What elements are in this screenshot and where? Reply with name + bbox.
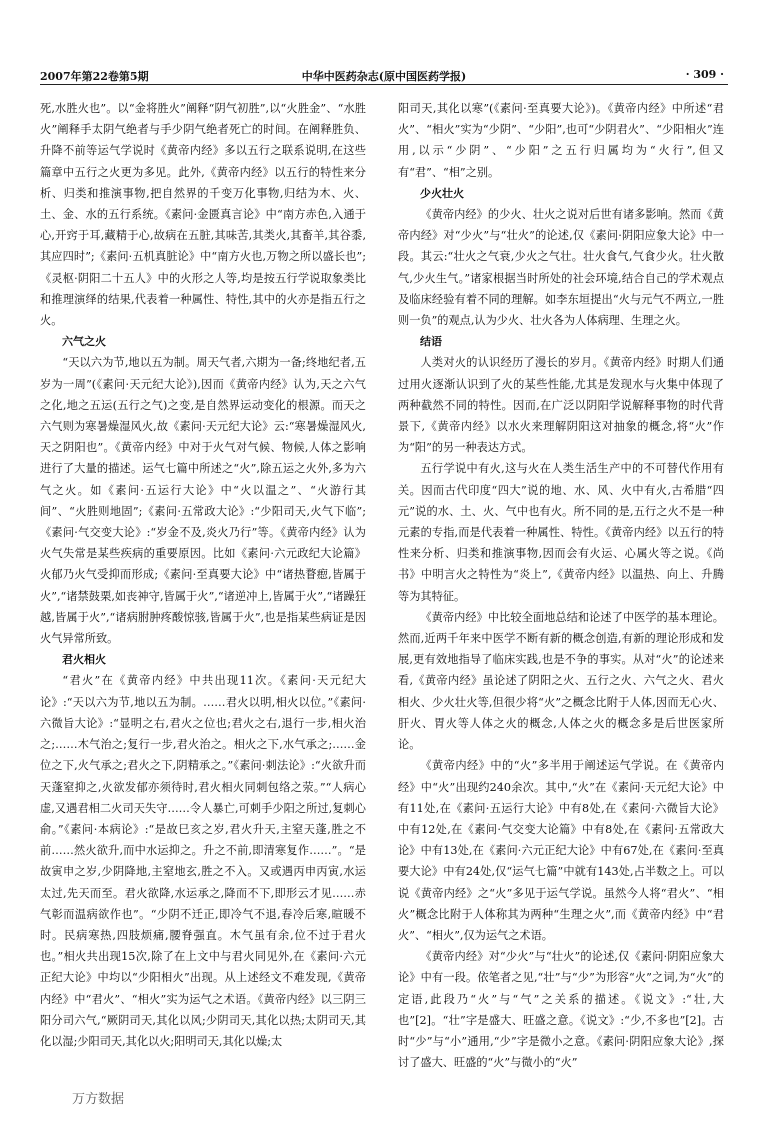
paragraph: 《黄帝内经》对“少火”与“壮火”的论述,仅《素问·阴阳应象大论》中有一段。依笔者之见,“壮”与“少”为形容“火”之词,为“火”的定语,此段乃“火”与“气”之关系的描述。《说文》:“壮,大也”[2]。“壮”字是盛大、旺盛之意。《说文》:“少,不多也”[2]。古时“少”与“小”通用,“少”字是微小之意。《素问·阴阳应象大论》,探讨了盛大、旺盛的“火”与微小的“火” — [398, 950, 724, 1070]
paragraph: 五行学说中有火,这与火在人类生活生产中的不可替代作用有关。因而古代印度“四大”说的地、水、风、火中有火,古希腊“四元”说的水、土、火、气中也有火。所不同的是,五行之火不是一种元素的专指,而是代表着一种属性、特性。《黄帝内经》以五行的特性来分析、归类和推演事物,因而会有火运、心属火等之说。《尚书》中明言火之特性为“炎上”,《黄帝内经》以温热、向上、升腾等为其特征。 — [398, 462, 724, 603]
section-heading: 结语 — [420, 335, 442, 349]
paragraph: “君火”在《黄帝内经》中共出现11次。《素问·天元纪大论》:“天以六为节,地以五为制。……君火以明,相火以位。”《素问·六微旨大论》:“显明之右,君火之位也;君火之右,退行一步,相火治之;……木气治之;复行一步,君火治之。相火之下,水气承之;……金位之下,火气承之;君火之下,阴精承之。”《素问·刺法论》:“火欲升而天蓬窒抑之,火欲发郁亦须待时,君火相火同刺包络之荥。”“人病心虚,又遇君相二火司天失守……令人暴亡,可刺手少阳之所过,复刺心俞。”《素问·本病论》:“是故巳亥之岁,君火升天,主窒天蓬,胜之不前……然火欲升,而中水运抑之。升之不前,即清寒复作……”。“是故寅申之岁,少阴降地,主窒地玄,胜之不入。又或遇丙申丙寅,水运太过,先天而至。君火欲降,水运承之,降而不下,即形云才见……赤气彰而温病欲作也”。“少阴不迁正,即冷气不退,春冷后寒,暄暖不时。民病寒热,四肢烦痛,腰脊强直。木气虽有余,位不过于君火也。”相火共出现15次,除了在上文中与君火同见外,在《素问·六元正纪大论》中均以“少阳相火”出现。从上述经文不难发现,《黄帝内经》中“君火”、“相火”实为运气之术语。《黄帝内经》以三阴三阳分司六气,“厥阴司天,其化以风;少阴司天,其化以热;太阴司天,其化以湿;少阳司天,其化以火;阳明司天,其化以燥;太 — [40, 674, 366, 1048]
paragraph: 《黄帝内经》的少火、壮火之说对后世有诸多影响。然而《黄帝内经》对“少火”与“壮火”的论述,仅《素问·阴阳应象大论》中一段。其云:“壮火之气衰,少火之气壮。壮火食气,气食少火。壮火散气,少火生气。”诸家根据当时所处的社会环境,结合自己的学术观点及临床经验有着不同的理解。如李东垣提出“火与元气不两立,一胜则一负”的观点,认为少火、壮火各为人体病理、生理之火。 — [398, 208, 724, 328]
running-header — [40, 64, 728, 85]
right-column — [398, 98, 724, 1090]
section-heading: 少火壮火 — [420, 186, 464, 200]
paragraph: 死,水胜火也”。以“金将胜火”阐释“阴气初胜”,以“火胜金”、“水胜火”阐释手太阴气绝者与手少阴气绝者死亡的时间。在阐释胜负、升降不前等运气学说时《黄帝内经》多以五行之联系说明,在这些篇章中五行之火更为多见。此外,《黄帝内经》以五行的特性来分析、归类和推演事物,把自然界的千变万化事物,归结为木、火、土、金、水的五行系统。《素问·金匮真言论》中“南方赤色,入通于心,开窍于耳,藏精于心,故病在五脏,其味苦,其类火,其畜羊,其谷黍,其应四时”;《素问·五机真脏论》中“南方火也,万物之所以盛长也”;《灵枢·阴阳二十五人》中的火形之人等,均是按五行学说取象类比和推理演绎的结果,代表着一种属性、特性,其中的火亦是指五行之火。 — [40, 102, 366, 328]
paragraph: “天以六为节,地以五为制。周天气者,六期为一备;终地纪者,五岁为一周”(《素问·天元纪大论》),因而《黄帝内经》认为,天之六气之化,地之五运(五行之气)之变,是自然界运动变化的根源。而天之六气则为寒暑燥湿风火,故《素问·天元纪大论》云:“寒暑燥湿风火,天之阴阳也”。《黄帝内经》中对于火气对气候、物候,人体之影响进行了大量的描述。运气七篇中所述之“火”,除五运之火外,多为六气之火。如《素问·五运行大论》中“火以温之”、“火游行其间”、“火胜则地固”;《素问·五常政大论》:“少阳司天,火气下临”;《素问·气交变大论》:“岁金不及,炎火乃行”等。《黄帝内经》认为火气失常是某些疾病的重要原因。比如《素问·六元政纪大论篇》火郁乃火气受抑而形成;《素问·至真要大论》中“诸热瞀瘛,皆属于火”,“诸禁鼓栗,如丧神守,皆属于火”,“诸逆冲上,皆属于火”,“诸躁狂越,皆属于火”,“诸病胕肿疼酸惊骇,皆属于火”,也是指某些病证是因火气异常所致。 — [40, 356, 366, 646]
journal-title: 中华中医药杂志(原中国医药学报) — [301, 70, 467, 83]
page-number: · 309 · — [685, 68, 724, 81]
paragraph: 人类对火的认识经历了漫长的岁月。《黄帝内经》时期人们通过用火逐渐认识到了火的某些性能,尤其是发现水与火集中体现了两种截然不同的特性。因而,在广泛以阴阳学说解释事物的时代背景下,《黄帝内经》以水火来理解阴阳这对抽象的概念,将“火”作为“阳”的另一种表达方式。 — [398, 356, 724, 455]
paragraph: 《黄帝内经》中比较全面地总结和论述了中医学的基本理论。然而,近两千年来中医学不断有新的概念创造,有新的理论形成和发展,更有效地指导了临床实践,也是不争的事实。从对“火”的论述来看,《黄帝内经》虽论述了阴阳之火、五行之火、六气之火、君火相火、少火壮火等,但很少将“火”之概念比附于人体,因而无心火、肝火、胃火等人体之火的概念,人体之火的概念多是后世医家所论。 — [398, 610, 724, 752]
watermark: 万方数据 — [72, 1092, 125, 1107]
paragraph: 《黄帝内经》中的“火”多半用于阐述运气学说。在《黄帝内经》中“火”出现约240余次。其中,“火”在《素问·天元纪大论》中有11处,在《素问·五运行大论》中有8处,在《素问·六微旨大论》中有12处,在《素问·气交变大论篇》中有8处,在《素问·五常政大论》中有13处,在《素问·六元正纪大论》中有67处,在《素问·至真要大论》中有24处,仅“运气七篇”中就有143处,占半数之上。可以说《黄帝内经》之“火”多见于运气学说。虽然今人将“君火”、“相火”概念比附于人体称其为两种“生理之火”,而《黄帝内经》中“君火”、“相火”,仅为运气之术语。 — [398, 759, 724, 942]
section-heading: 君火相火 — [62, 653, 106, 667]
paragraph: 阳司天,其化以寒”(《素问·至真要大论》)。《黄帝内经》中所述“君火”、“相火”实为“少阴”、“少阳”,也可“少阴君火”、“少阳相火”连用,以示“少阴”、“少阳”之五行归属均为“火行”,但又有“君”、“相”之别。 — [398, 102, 724, 179]
section-heading: 六气之火 — [62, 335, 106, 349]
issue-info: 2007年第22卷第5期 — [40, 70, 149, 83]
left-column — [40, 98, 366, 1090]
